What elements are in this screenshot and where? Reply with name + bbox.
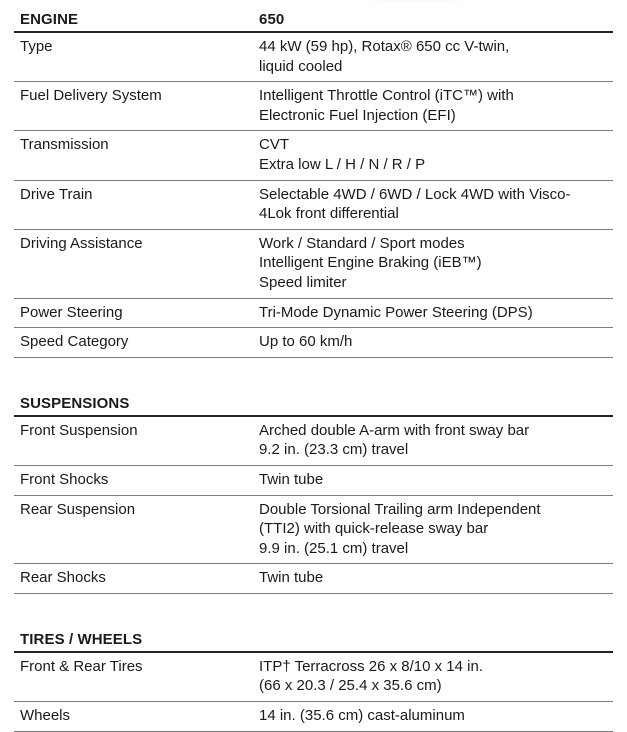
spec-row-fuel-delivery [14,82,613,131]
spec-value-line: liquid cooled [259,57,343,75]
spec-value [253,135,613,174]
spec-label: Fuel Delivery System [20,87,162,105]
spec-label: Front Suspension [20,421,138,439]
spec-label: Type [20,38,53,55]
spec-label: Drive Train [20,185,93,203]
section-header [14,384,613,417]
spec-label: Transmission [20,136,109,154]
spec-label: Rear Suspension [20,500,136,518]
spec-value-line: Tri-Mode Dynamic Power Steering (DPS) [259,303,533,321]
spec-label: Wheels [20,707,71,725]
spec-value [253,234,613,293]
spec-value-line: Arched double A-arm with front sway bar [259,421,530,439]
spec-value-line: Twin tube [259,569,324,587]
spec-value-line: 44 kW (59 hp), Rotax® 650 cc V-twin, [259,38,510,55]
spec-row-rear-shocks [14,564,613,594]
spec-value [253,500,613,559]
spec-value-line: Work / Standard / Sport modes [259,234,465,252]
section-tires-wheels [14,620,613,732]
spec-value-line: ITP† Terracross 26 x 8/10 x 14 in. [259,657,483,675]
spec-value-line: 14 in. (35.6 cm) cast-aluminum [259,707,465,725]
section-title: SUSPENSIONS [20,394,130,412]
spec-value [253,421,613,460]
section-title: TIRES / WHEELS [20,630,143,648]
section-suspensions [14,384,613,594]
spec-label: Power Steering [20,303,123,321]
spec-label: Speed Category [20,333,129,351]
spec-value-line: Up to 60 km/h [259,333,353,351]
spec-value-line: Electronic Fuel Injection (EFI) [259,106,456,124]
spec-label: Rear Shocks [20,569,106,587]
spec-value-line: CVT [259,136,289,154]
spec-value [253,37,613,76]
spec-value-line: 4Lok front differential [259,205,399,223]
spec-row-tires [14,653,613,702]
spec-value [253,470,613,490]
spec-row-front-suspension [14,417,613,466]
spec-value-line: Double Torsional Trailing arm Independent [259,500,541,518]
spec-row-power-steering [14,299,613,329]
spec-row-wheels [14,702,613,732]
spec-value-line: Selectable 4WD / 6WD / Lock 4WD with Visco- [259,185,571,203]
spec-value-line: Extra low L / H / N / R / P [259,155,426,173]
spec-value [253,185,613,224]
spec-value-line: Speed limiter [259,273,347,291]
spec-row-front-shocks [14,466,613,496]
spec-label: Front & Rear Tires [20,657,143,675]
spec-row-type [14,33,613,82]
section-header [14,0,613,33]
spec-row-rear-suspension [14,496,613,565]
spec-row-drive-train [14,181,613,230]
spec-value-line: (TTI2) with quick-release sway bar [259,520,489,538]
spec-value-line: Intelligent Throttle Control (iTC™) with [259,87,514,105]
section-header [14,620,613,653]
spec-value [253,303,613,323]
spec-value [253,86,613,125]
spec-label: Driving Assistance [20,234,143,252]
spec-value-line: Twin tube [259,470,324,488]
spec-value [253,568,613,588]
section-title: ENGINE [20,11,79,28]
spec-value-line: Intelligent Engine Braking (iEB™) [259,254,482,272]
spec-value [253,657,613,696]
spec-label: Front Shocks [20,470,109,488]
section-engine [14,0,613,358]
spec-row-speed-category [14,328,613,358]
spec-value-line: (66 x 20.3 / 25.4 x 35.6 cm) [259,677,442,695]
spec-value [253,706,613,726]
spec-row-transmission [14,131,613,180]
spec-value [253,332,613,352]
spec-sheet [14,0,613,732]
spec-value-line: 9.2 in. (23.3 cm) travel [259,441,409,459]
spec-row-driving-assistance [14,230,613,299]
spec-value-line: 9.9 in. (25.1 cm) travel [259,539,409,557]
model-label: 650 [259,11,285,28]
